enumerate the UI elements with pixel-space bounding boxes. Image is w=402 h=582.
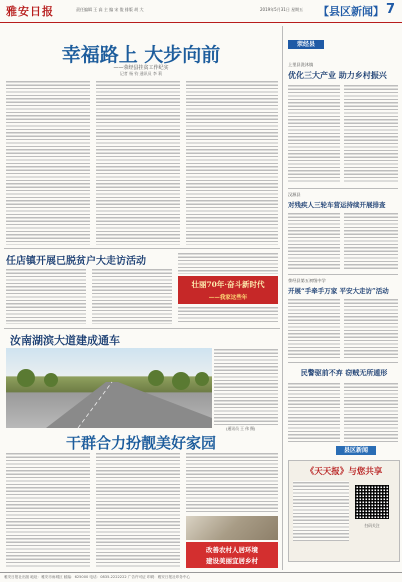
item-body bbox=[288, 298, 340, 358]
issue-date: 2019年5月31日 星期五 bbox=[260, 7, 304, 12]
ad-body bbox=[293, 481, 349, 541]
article-body bbox=[96, 452, 180, 568]
environment-banner bbox=[186, 542, 278, 568]
article-body bbox=[178, 306, 278, 324]
editor-meta: 责任编辑 王 高 主 编 宋 俊 排版 胡 大 bbox=[76, 7, 144, 12]
env-banner-line1: 改善农村人居环境 bbox=[206, 546, 258, 554]
article-body bbox=[6, 452, 90, 568]
item-kicker: 荥经县第五初级中学 bbox=[288, 278, 326, 283]
lead-body-col1 bbox=[6, 80, 90, 245]
item-body bbox=[344, 382, 398, 442]
qr-caption: 扫码关注 bbox=[364, 523, 380, 528]
env-banner-line2: 建设美丽宜居乡村 bbox=[206, 557, 258, 565]
banner-line1: 壮丽70年·奋斗新时代 bbox=[191, 280, 265, 289]
section-title: 【县区新闻】 bbox=[318, 5, 384, 18]
lead-subtitle: ——荥经县挂贫工作纪实 bbox=[113, 65, 169, 71]
lead-body-col3 bbox=[186, 80, 278, 245]
item-title: 对残疾人三轮车营运持续开展排查 bbox=[288, 201, 386, 209]
section-rule bbox=[4, 328, 280, 329]
photo-caption-text bbox=[214, 348, 278, 426]
article-body bbox=[186, 452, 278, 514]
lead-byline: 记者 杨 钧 通讯员 李 莉 bbox=[119, 71, 163, 76]
item-kicker: 汉源县 bbox=[288, 192, 301, 197]
newspaper-logo: 雅安日报 bbox=[6, 5, 54, 18]
anniversary-banner bbox=[178, 276, 278, 304]
item-body bbox=[344, 84, 398, 184]
subscription-ad bbox=[288, 460, 400, 562]
road-photo bbox=[6, 348, 212, 428]
section-rule bbox=[4, 248, 280, 249]
item-title: 民警驱前不弃 窃贼无所遁形 bbox=[300, 368, 388, 377]
section-rule bbox=[288, 362, 398, 363]
county-news-label: 县区新闻 bbox=[336, 446, 376, 455]
item-title: 优化三大产业 助力乡村振兴 bbox=[288, 70, 387, 80]
lead-body-col2 bbox=[96, 80, 180, 245]
county-label: 荥经县 bbox=[288, 40, 324, 49]
qr-code-icon[interactable] bbox=[355, 485, 389, 519]
lead-headline: 幸福路上 大步向前 bbox=[61, 44, 221, 66]
item-body bbox=[344, 212, 398, 270]
item-body bbox=[344, 298, 398, 358]
item-body bbox=[288, 382, 340, 442]
article-body bbox=[6, 268, 86, 324]
article-body bbox=[92, 268, 172, 324]
article-title-home: 干群合力扮靓美好家园 bbox=[65, 434, 216, 452]
section-rule bbox=[288, 274, 398, 275]
banner-line2: ——我家这些年 bbox=[208, 295, 248, 301]
village-photo bbox=[186, 516, 278, 540]
ad-title: 《天天报》与您共享 bbox=[305, 467, 383, 477]
footer: 雅安日报社出版 地址：雅安市雨城区 邮编：625000 电话：0835-2222222 广告许可证 印刷：雅安日报社印务中心 bbox=[0, 572, 402, 582]
article-title-road: 汝南湖滨大道建成通车 bbox=[10, 334, 120, 347]
section-rule bbox=[288, 188, 398, 189]
item-kicker: 上里县洗沐镇 bbox=[288, 62, 314, 67]
column-divider bbox=[282, 26, 283, 570]
article-body bbox=[178, 252, 278, 274]
item-title: 开展“手牵手万家 平安大走访”活动 bbox=[288, 287, 389, 295]
photo-credit: (通讯员 王 伟 摄) bbox=[226, 426, 256, 431]
item-body bbox=[288, 212, 340, 270]
item-body bbox=[288, 84, 340, 184]
article-title-rendian: 任店镇开展已脱贫户大走访活动 bbox=[6, 256, 146, 267]
road-photo-illustration bbox=[6, 348, 212, 428]
page-number: 7 bbox=[386, 2, 396, 17]
